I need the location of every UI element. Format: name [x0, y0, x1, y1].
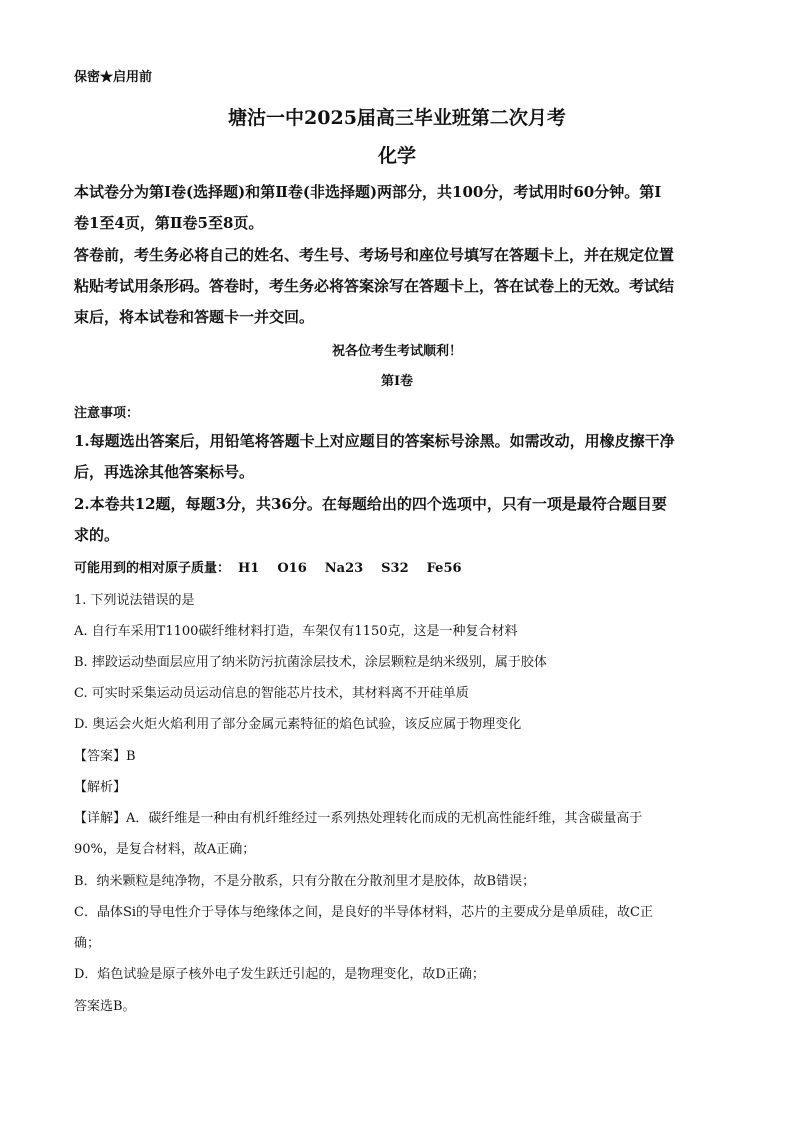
mass-h: H1	[238, 561, 260, 576]
detail-c-line-2: 确；	[74, 936, 101, 951]
intro-line-4: 粘贴考试用条形码。答卷时，考生务必将答案涂写在答题卡上，答在试卷上的无效。考试结	[74, 277, 675, 295]
question-1-option-a: A. 自行车采用T1100碳纤维材料打造，车架仅有1150克，这是一种复合材料	[74, 624, 518, 639]
question-1-option-c: C. 可实时采集运动员运动信息的智能芯片技术，其材料离不开硅单质	[74, 686, 469, 701]
mass-s: S32	[381, 561, 409, 576]
detail-a-line-2: 90%，是复合材料，故A正确；	[74, 842, 256, 857]
intro-line-2: 卷1至4页，第Ⅱ卷5至8页。	[74, 214, 264, 232]
page-title: 塘沽一中2025届高三毕业班第二次月考	[228, 107, 566, 129]
detail-b: B．纳米颗粒是纯净物，不是分散系，只有分散在分散剂里才是胶体，故B错误；	[74, 874, 536, 889]
notice-heading: 注意事项：	[74, 406, 140, 421]
notice-item-1-line-1: 1.每题选出答案后，用铅笔将答题卡上对应题目的答案标号涂黑。如需改动，用橡皮擦干净	[74, 432, 675, 450]
question-1-option-d: D. 奥运会火炬火焰利用了部分金属元素特征的焰色试验，该反应属于物理变化	[74, 717, 522, 732]
atomic-masses	[74, 557, 480, 576]
conclusion: 答案选B。	[74, 999, 136, 1014]
mass-o: O16	[277, 561, 307, 576]
notice-item-2-line-2: 求的。	[74, 526, 120, 544]
mass-na: Na23	[324, 561, 364, 576]
masses-label: 可能用到的相对原子质量：	[74, 561, 231, 576]
confidential-mark: 保密★启用前	[74, 70, 153, 85]
intro-line-5: 束后，将本试卷和答题卡一并交回。	[74, 308, 315, 326]
detail-a-line-1: 【详解】A．碳纤维是一种由有机纤维经过一系列热处理转化而成的无机高性能纤维，其含碳量高于	[74, 811, 643, 826]
notice-item-2-line-1: 2.本卷共12题，每题3分，共36分。在每题给出的四个选项中，只有一项是最符合题目要	[74, 495, 667, 513]
intro-line-3: 答卷前，考生务必将自己的姓名、考生号、考场号和座位号填写在答题卡上，并在规定位置	[74, 246, 675, 264]
question-1-stem: 1. 下列说法错误的是	[74, 593, 195, 608]
question-1-answer: 【答案】B	[74, 749, 136, 764]
subject-heading: 化学	[377, 145, 416, 167]
question-1-analysis: 【解析】	[74, 780, 127, 795]
wish-line: 祝各位考生考试顺利！	[331, 344, 462, 359]
detail-c-line-1: C．晶体Si的导电性介于导体与绝缘体之间，是良好的半导体材料，芯片的主要成分是单质硅，故C正	[74, 905, 653, 920]
detail-d: D．焰色试验是原子核外电子发生跃迁引起的，是物理变化，故D正确；	[74, 967, 485, 982]
notice-item-1-line-2: 后，再选涂其他答案标号。	[74, 463, 255, 481]
question-1-option-b: B. 摔跤运动垫面层应用了纳米防污抗菌涂层技术，涂层颗粒是纳米级别，属于胶体	[74, 655, 547, 670]
intro-line-1: 本试卷分为第Ⅰ卷(选择题)和第Ⅱ卷(非选择题)两部分，共100分，考试用时60分钟。第Ⅰ	[74, 183, 662, 201]
mass-fe: Fe56	[426, 561, 462, 576]
section-heading: 第Ⅰ卷	[380, 374, 414, 389]
